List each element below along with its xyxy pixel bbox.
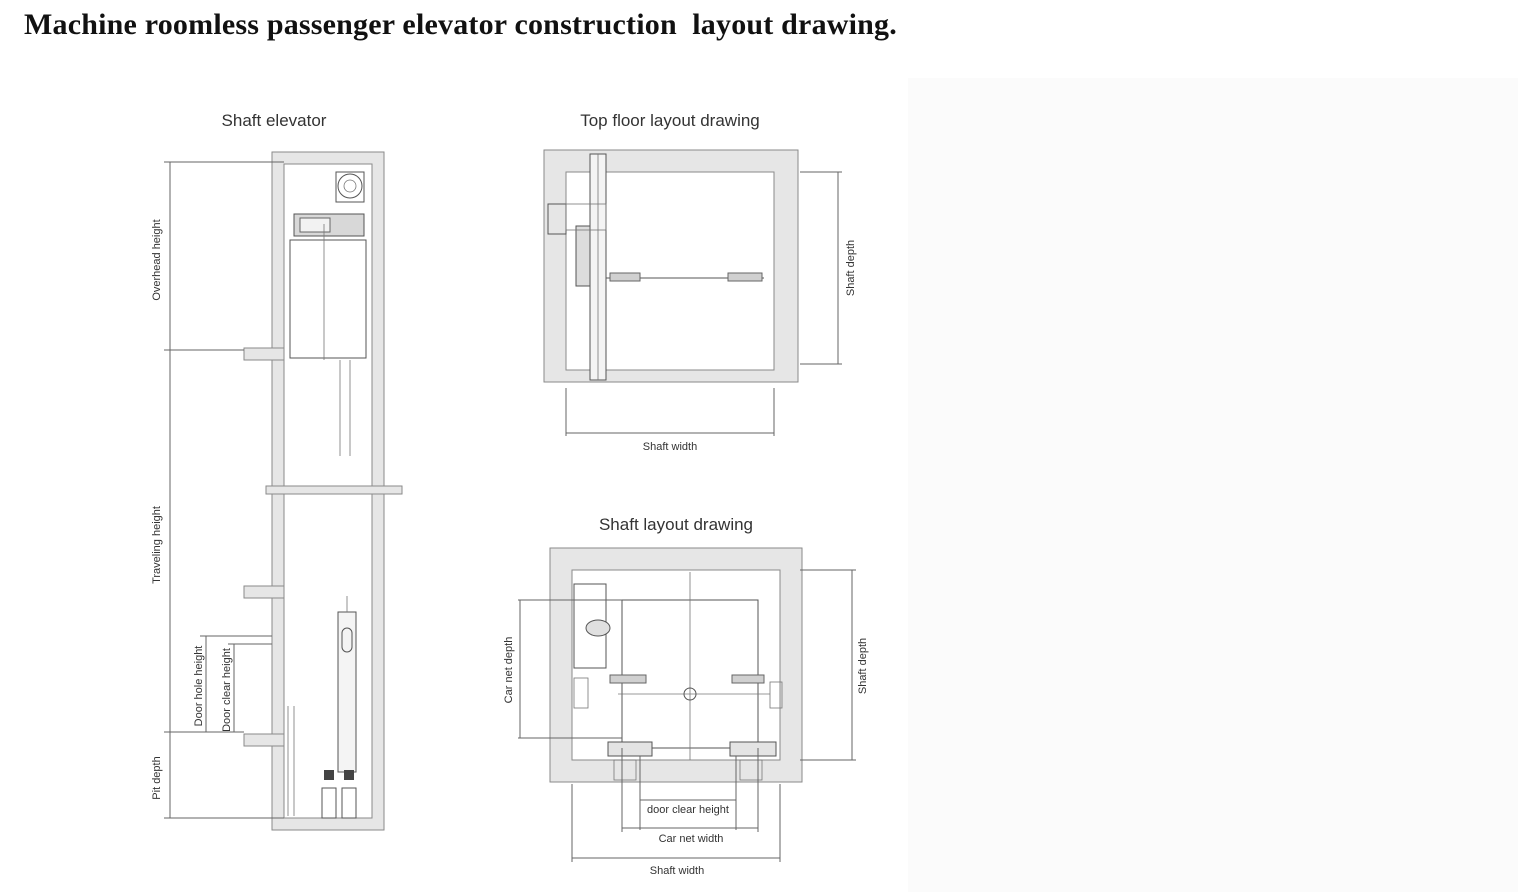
pit-depth-label: Pit depth xyxy=(151,756,163,800)
shaft-layout-heading: Shaft layout drawing xyxy=(598,515,754,534)
sill-left xyxy=(608,742,652,756)
overhead-height-label: Overhead height xyxy=(151,219,163,301)
top-floor-layout-diagram xyxy=(544,111,857,453)
top-shaft-depth-label: Shaft depth xyxy=(845,239,857,297)
counterweight-top xyxy=(576,226,590,286)
traveling-height-label: Traveling height xyxy=(151,506,163,584)
floor-slab-top xyxy=(244,348,284,360)
counterweight xyxy=(338,612,356,772)
door-hole-height-label: Door hole height xyxy=(193,645,205,727)
top-shaft-width-label: Shaft width xyxy=(642,441,698,453)
shaft-layout-inner-space xyxy=(572,570,780,760)
shaft-layout-diagram xyxy=(503,515,869,877)
car-net-width-label: Car net width xyxy=(658,833,724,845)
buffer-left xyxy=(324,770,334,780)
buffer-right xyxy=(344,770,354,780)
sill-right xyxy=(730,742,776,756)
door-clear-height-label-2: door clear height xyxy=(647,804,729,816)
top-floor-heading: Top floor layout drawing xyxy=(580,111,760,130)
shaft-elevator-heading: Shaft elevator xyxy=(221,111,327,130)
car-net-depth-label: Car net depth xyxy=(503,636,515,704)
door-clear-height-label: Door clear height xyxy=(221,648,233,732)
floor-slab-mid xyxy=(244,586,284,598)
floor-slab-bottom xyxy=(244,734,284,746)
shaft-layout-depth-label: Shaft depth xyxy=(857,637,869,695)
shaft-break xyxy=(266,486,402,494)
shaft-elevator-diagram xyxy=(151,111,402,830)
shaft-layout-width-label: Shaft width xyxy=(649,865,705,877)
page-title: Machine roomless passenger elevator construction layout drawing. xyxy=(24,8,897,41)
